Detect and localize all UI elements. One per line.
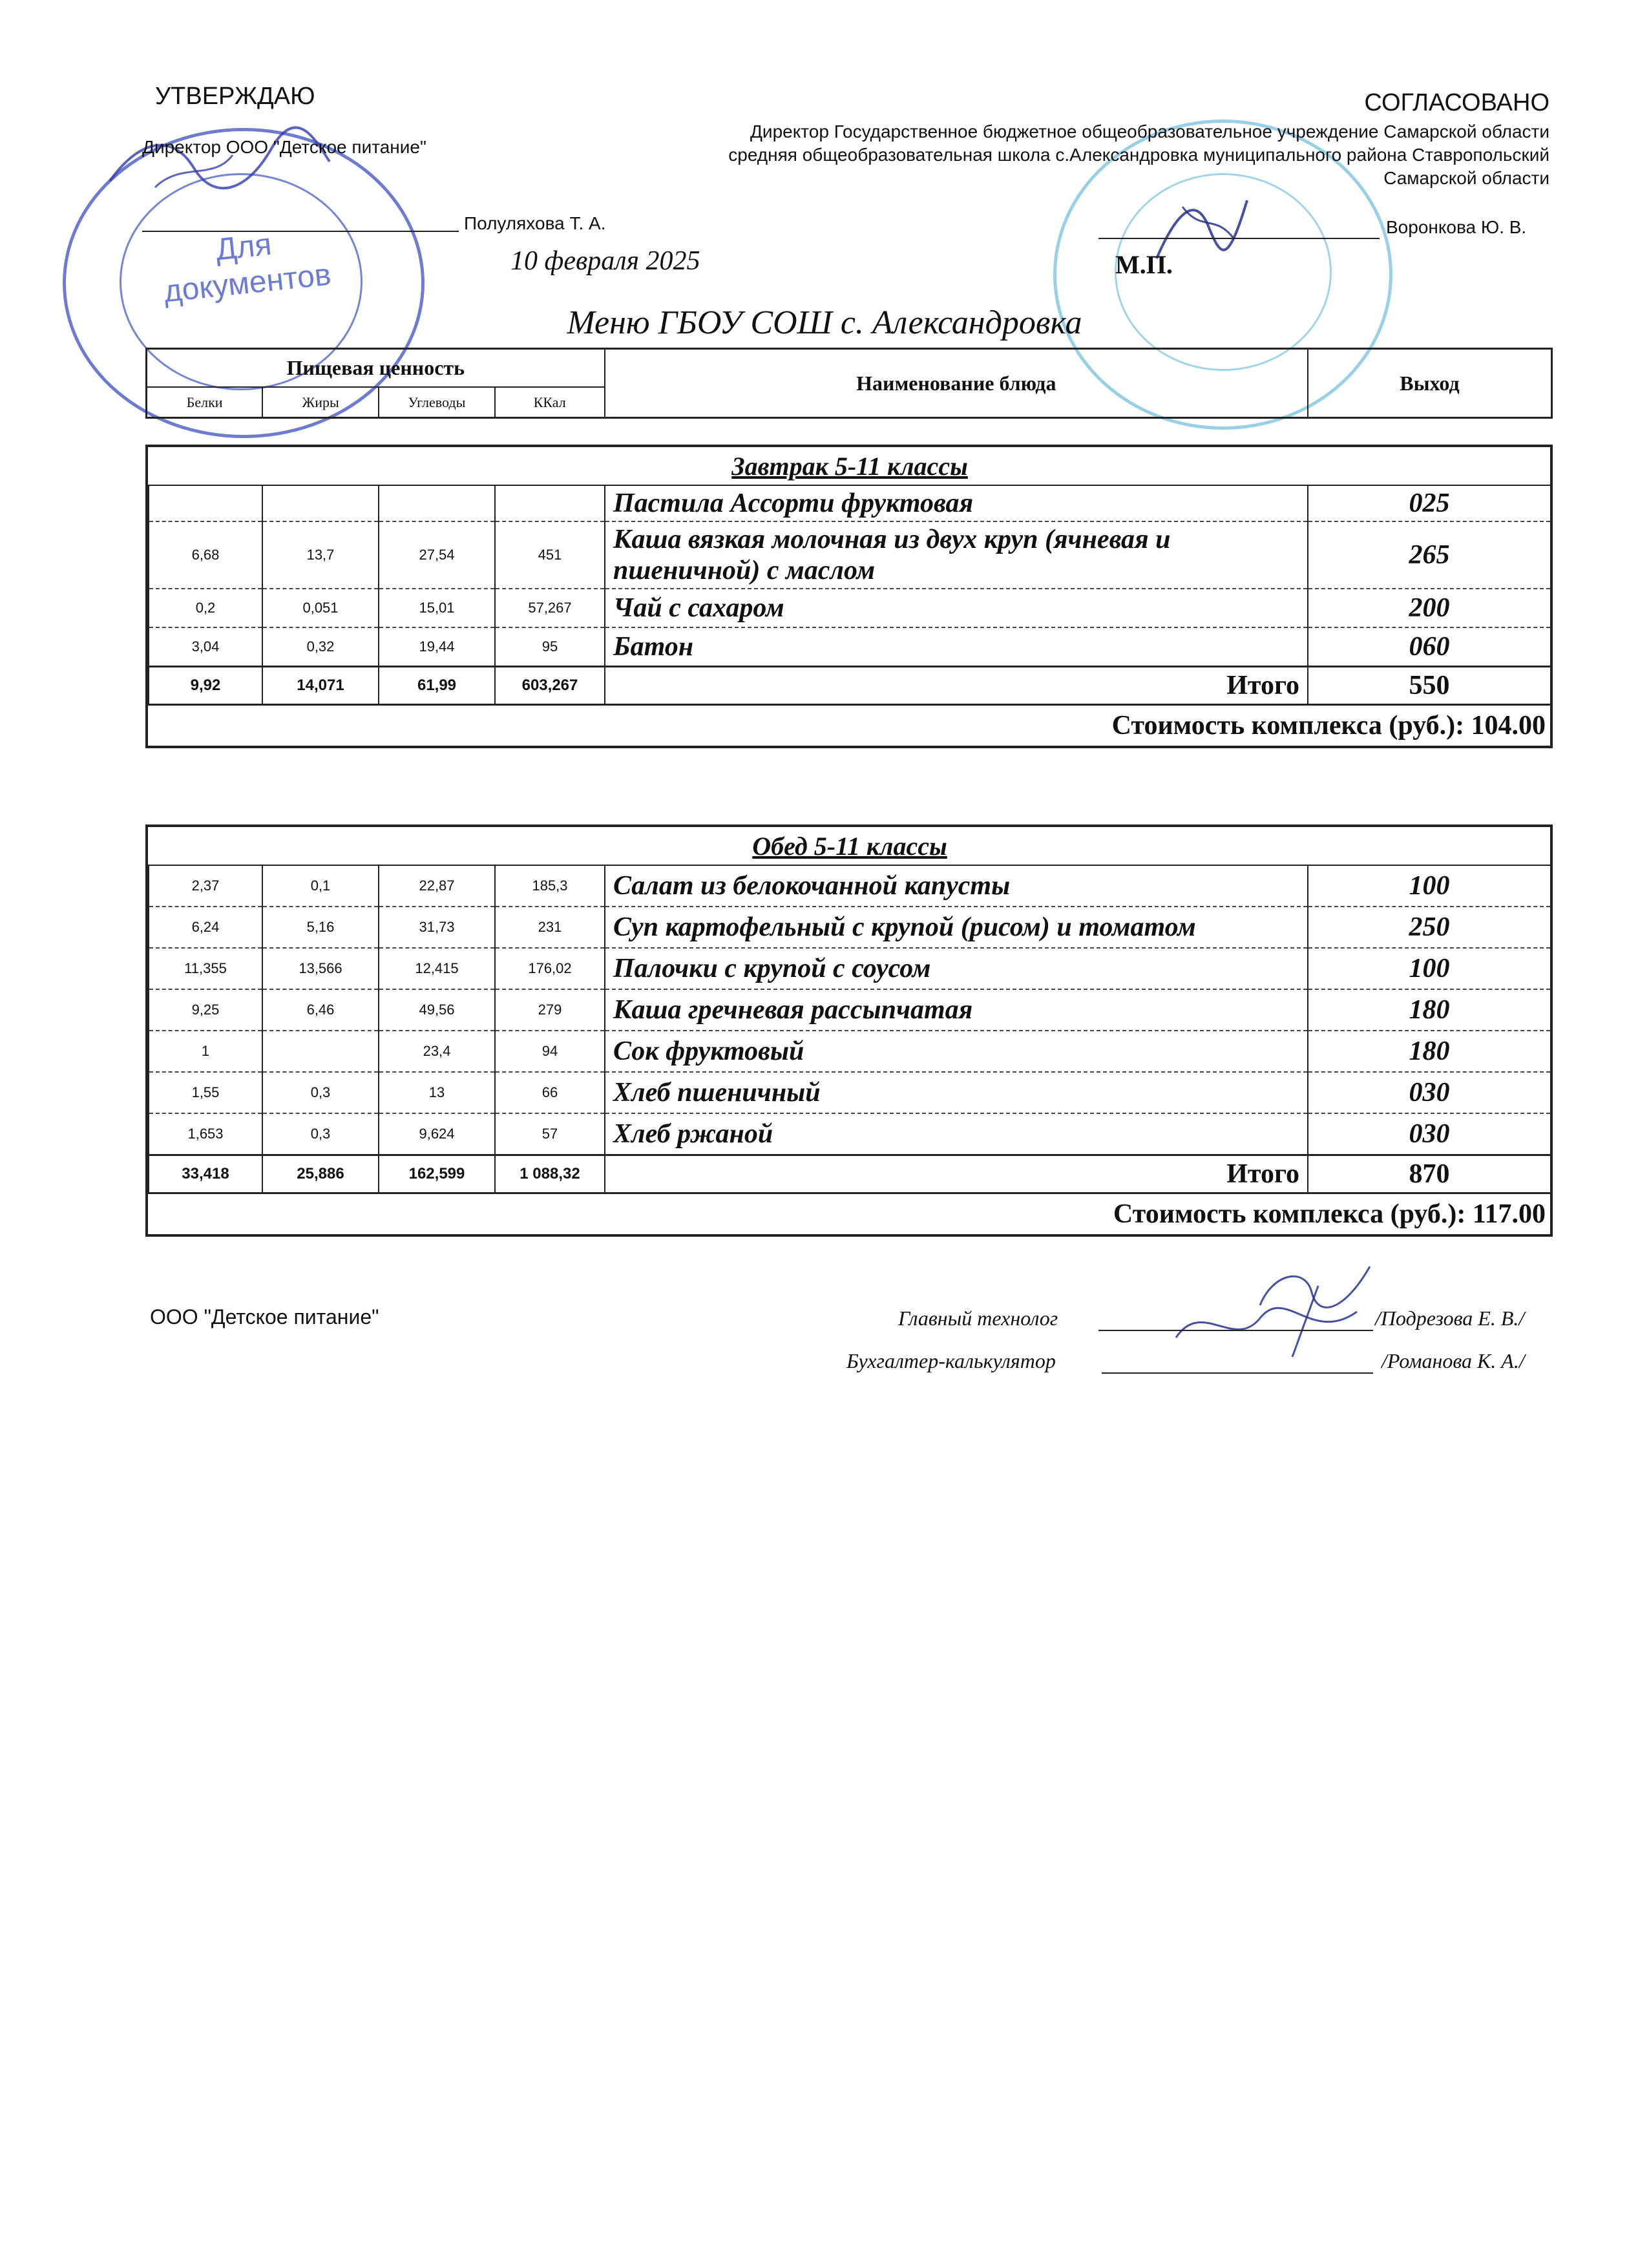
fats-cell: 5,16 — [262, 907, 379, 948]
kcal-cell: 57 — [495, 1113, 605, 1155]
total-fats: 25,886 — [262, 1155, 379, 1193]
fats-cell: 0,3 — [262, 1072, 379, 1113]
proteins-cell: 9,25 — [149, 989, 262, 1031]
yield-header: Выход — [1308, 349, 1552, 418]
dish-cell: Палочки с крупой с соусом — [605, 948, 1308, 989]
table-row — [149, 948, 1551, 989]
fats-cell — [262, 485, 379, 521]
menu-title: Меню ГБОУ СОШ с. Александровка — [567, 304, 1082, 341]
fats-cell: 6,46 — [262, 989, 379, 1031]
table-row — [149, 1072, 1551, 1113]
proteins-cell: 1 — [149, 1031, 262, 1072]
proteins-cell: 1,55 — [149, 1072, 262, 1113]
agree-signature-line — [1098, 238, 1380, 239]
kcal-header: ККал — [495, 387, 605, 417]
yield-cell: 025 — [1308, 485, 1551, 521]
column-header-table — [145, 348, 1553, 419]
proteins-cell: 2,37 — [149, 865, 262, 907]
dish-cell: Чай с сахаром — [605, 589, 1308, 627]
carbs-cell: 27,54 — [379, 521, 495, 589]
approval-date: 10 февраля 2025 — [510, 246, 700, 276]
lunch-cost: Стоимость комплекса (руб.): 117.00 — [1113, 1199, 1546, 1229]
carbs-cell — [379, 485, 495, 521]
technologist-role: Главный технолог — [898, 1307, 1058, 1330]
kcal-cell: 451 — [495, 521, 605, 589]
dish-cell: Каша вязкая молочная из двух круп (ячневая и пшеничной) с маслом — [605, 521, 1308, 589]
approver-signature — [103, 123, 336, 207]
dish-cell: Хлеб ржаной — [605, 1113, 1308, 1155]
total-label: Итого — [605, 666, 1308, 704]
total-row — [149, 1155, 1551, 1193]
yield-cell: 180 — [1308, 989, 1551, 1031]
breakfast-cost: Стоимость комплекса (руб.): 104.00 — [1111, 710, 1546, 740]
total-label: Итого — [605, 1155, 1308, 1193]
lunch-title: Обед 5-11 классы — [149, 827, 1551, 865]
total-kcal: 1 088,32 — [495, 1155, 605, 1193]
agree-name: Воронкова Ю. В. — [1386, 217, 1527, 237]
nutrition-group-header: Пищевая ценность — [147, 349, 605, 388]
carbs-cell: 13 — [379, 1072, 495, 1113]
proteins-cell: 1,653 — [149, 1113, 262, 1155]
lunch-section — [145, 824, 1553, 1237]
kcal-cell: 185,3 — [495, 865, 605, 907]
kcal-cell: 279 — [495, 989, 605, 1031]
yield-cell: 030 — [1308, 1113, 1551, 1155]
table-row — [149, 907, 1551, 948]
proteins-cell: 6,24 — [149, 907, 262, 948]
kcal-cell: 176,02 — [495, 948, 605, 989]
kcal-cell: 95 — [495, 627, 605, 666]
table-row — [149, 989, 1551, 1031]
table-row — [149, 1113, 1551, 1155]
table-row — [149, 485, 1551, 521]
yield-cell: 060 — [1308, 627, 1551, 666]
total-kcal: 603,267 — [495, 666, 605, 704]
approve-title: УТВЕРЖДАЮ — [155, 83, 315, 110]
proteins-cell: 11,355 — [149, 948, 262, 989]
total-yield: 550 — [1308, 666, 1551, 704]
proteins-cell: 0,2 — [149, 589, 262, 627]
dish-cell: Пастила Ассорти фруктовая — [605, 485, 1308, 521]
kcal-cell: 57,267 — [495, 589, 605, 627]
proteins-cell: 6,68 — [149, 521, 262, 589]
carbs-cell: 31,73 — [379, 907, 495, 948]
table-row — [149, 521, 1551, 589]
carbs-cell: 23,4 — [379, 1031, 495, 1072]
carbs-cell: 15,01 — [379, 589, 495, 627]
fats-cell: 0,051 — [262, 589, 379, 627]
technologist-name: /Подрезова Е. В./ — [1375, 1307, 1525, 1330]
carbs-cell: 49,56 — [379, 989, 495, 1031]
fats-cell: 0,1 — [262, 865, 379, 907]
table-row — [149, 865, 1551, 907]
carbs-cell: 12,415 — [379, 948, 495, 989]
fats-cell: 0,3 — [262, 1113, 379, 1155]
proteins-cell: 3,04 — [149, 627, 262, 666]
kcal-cell: 66 — [495, 1072, 605, 1113]
yield-cell: 030 — [1308, 1072, 1551, 1113]
approve-position: Директор ООО "Детское питание" — [142, 137, 426, 157]
total-carbs: 61,99 — [379, 666, 495, 704]
accountant-signature-line — [1102, 1372, 1373, 1374]
dish-cell: Каша гречневая рассыпчатая — [605, 989, 1308, 1031]
table-row — [149, 1031, 1551, 1072]
kcal-cell: 94 — [495, 1031, 605, 1072]
table-row — [149, 589, 1551, 627]
fats-header: Жиры — [262, 387, 379, 417]
kcal-cell — [495, 485, 605, 521]
dish-cell: Суп картофельный с крупой (рисом) и томатом — [605, 907, 1308, 948]
dish-name-header: Наименование блюда — [605, 349, 1308, 418]
carbs-cell: 22,87 — [379, 865, 495, 907]
total-proteins: 9,92 — [149, 666, 262, 704]
technologist-signature — [1163, 1260, 1383, 1363]
approve-signature-line — [142, 231, 459, 232]
yield-cell: 100 — [1308, 948, 1551, 989]
yield-cell: 200 — [1308, 589, 1551, 627]
proteins-header: Белки — [147, 387, 263, 417]
total-row — [149, 666, 1551, 704]
accountant-name: /Романова К. А./ — [1381, 1349, 1525, 1372]
dish-cell: Хлеб пшеничный — [605, 1072, 1308, 1113]
stamp-center-text: Для документов — [162, 227, 333, 310]
fats-cell: 13,7 — [262, 521, 379, 589]
dish-cell: Сок фруктовый — [605, 1031, 1308, 1072]
carbs-cell: 9,624 — [379, 1113, 495, 1155]
kcal-cell: 231 — [495, 907, 605, 948]
total-carbs: 162,599 — [379, 1155, 495, 1193]
footer-organization: ООО "Детское питание" — [150, 1305, 379, 1328]
total-proteins: 33,418 — [149, 1155, 262, 1193]
yield-cell: 250 — [1308, 907, 1551, 948]
yield-cell: 180 — [1308, 1031, 1551, 1072]
yield-cell: 100 — [1308, 865, 1551, 907]
breakfast-title: Завтрак 5-11 классы — [149, 447, 1551, 485]
fats-cell: 13,566 — [262, 948, 379, 989]
dish-cell: Батон — [605, 627, 1308, 666]
fats-cell — [262, 1031, 379, 1072]
table-row — [149, 627, 1551, 666]
breakfast-section — [145, 445, 1553, 748]
total-fats: 14,071 — [262, 666, 379, 704]
seal-place-label: М.П. — [1115, 250, 1173, 279]
agree-title: СОГЛАСОВАНО — [1364, 89, 1549, 116]
technologist-signature-line — [1098, 1330, 1373, 1331]
dish-cell: Салат из белокочанной капусты — [605, 865, 1308, 907]
approve-name: Полуляхова Т. А. — [464, 213, 606, 233]
carbs-header: Углеводы — [379, 387, 495, 417]
accountant-role: Бухгалтер-калькулятор — [846, 1349, 1056, 1372]
proteins-cell — [149, 485, 262, 521]
agree-position: Директор Государственное бюджетное общеобразовательное учреждение Самарской области средняя общеобразовательная школа с.Александровка муниципального района Ставропольский Самарской области — [728, 121, 1549, 188]
yield-cell: 265 — [1308, 521, 1551, 589]
total-yield: 870 — [1308, 1155, 1551, 1193]
fats-cell: 0,32 — [262, 627, 379, 666]
carbs-cell: 19,44 — [379, 627, 495, 666]
